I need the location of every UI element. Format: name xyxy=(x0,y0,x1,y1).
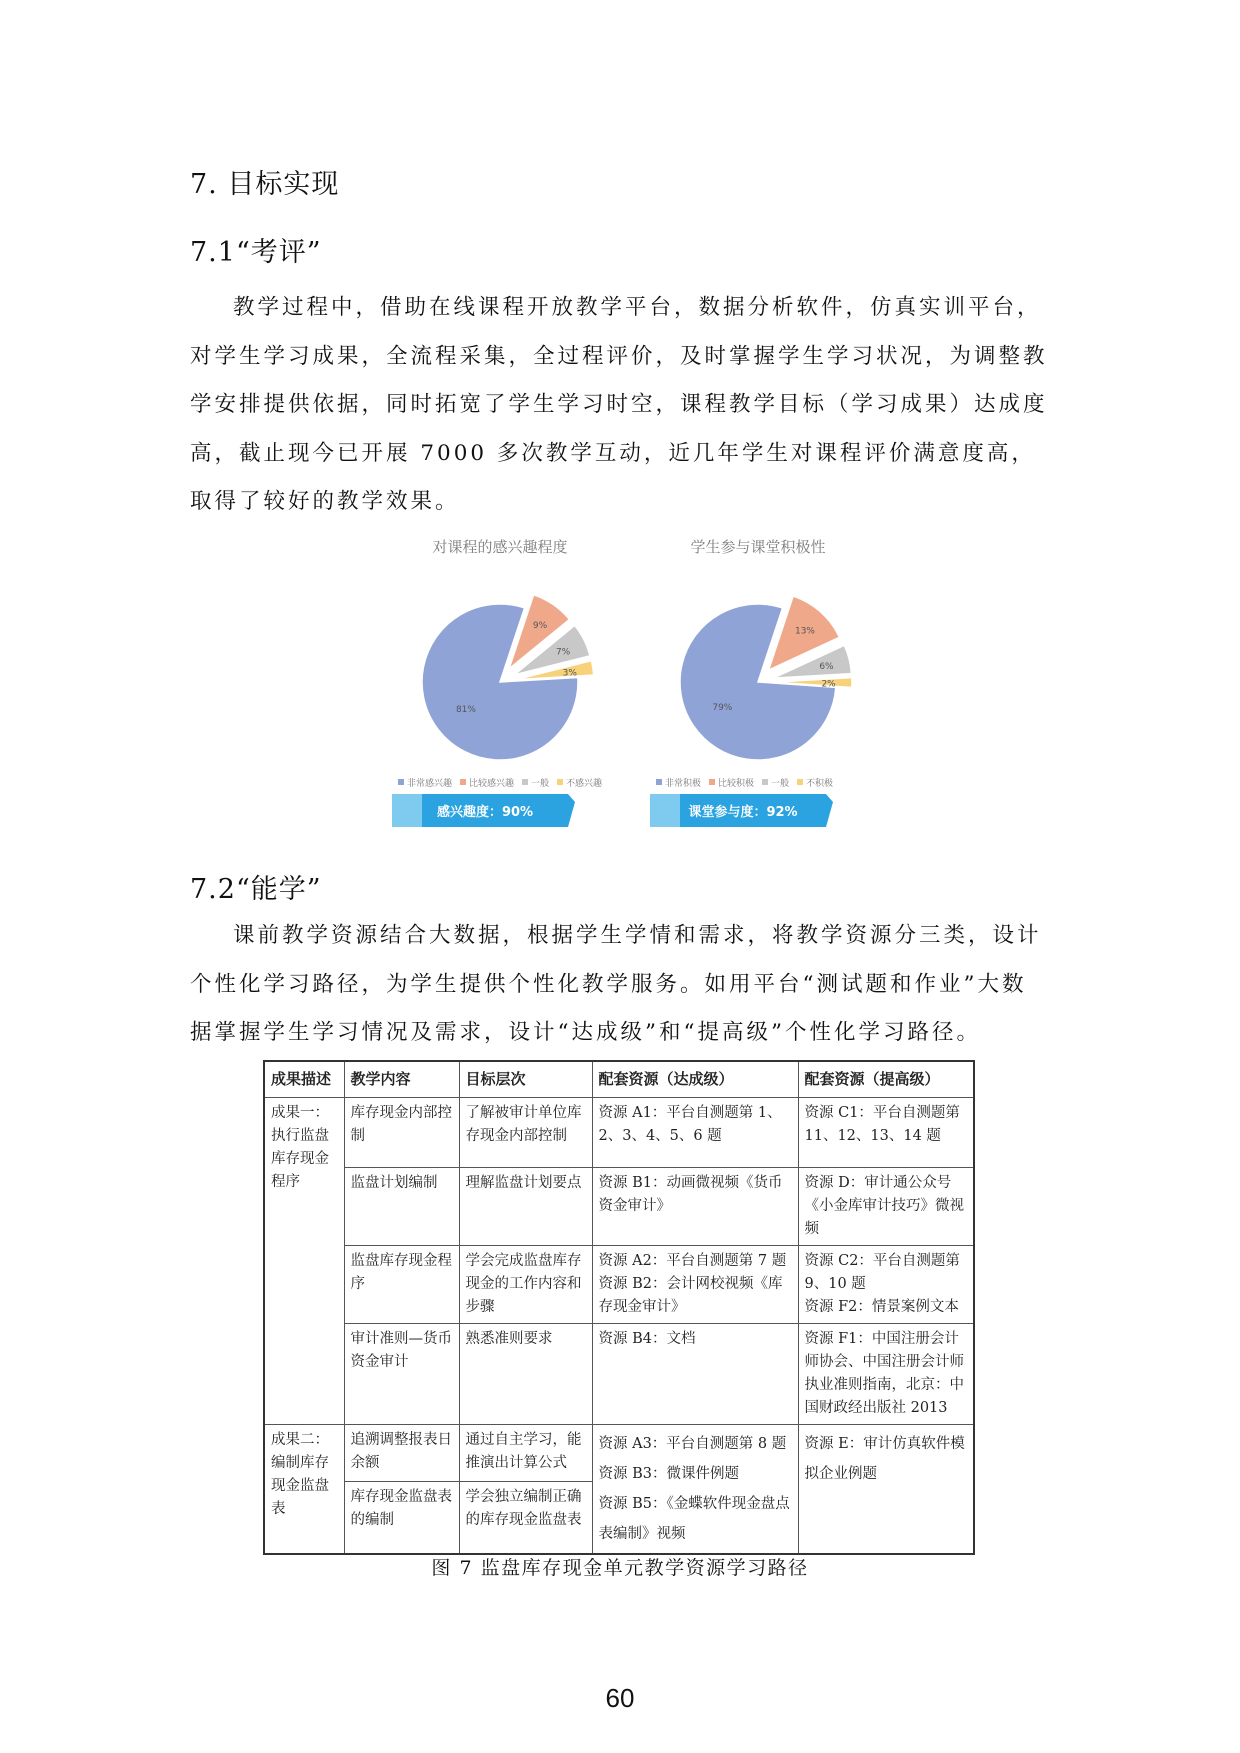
table-cell: 监盘计划编制 xyxy=(344,1168,459,1246)
summary-label: 感兴趣度：90% xyxy=(436,805,534,820)
table-cell: 库存现金内部控制 xyxy=(344,1098,459,1168)
pie-charts-svg xyxy=(390,532,870,832)
legend-swatch xyxy=(656,779,662,785)
resource-table xyxy=(263,1060,973,1542)
table-cell: 了解被审计单位库存现金内部控制 xyxy=(459,1098,592,1168)
table-cell: 追溯调整报表日余额 xyxy=(344,1425,459,1482)
table-cell: 监盘库存现金程序 xyxy=(344,1246,459,1324)
chart-title: 对课程的感兴趣程度 xyxy=(432,538,568,556)
table-cell: 熟悉准则要求 xyxy=(459,1324,592,1425)
table-row xyxy=(264,1168,974,1246)
pie-charts-figure xyxy=(390,532,870,832)
slice-label: 81% xyxy=(455,705,476,716)
slice-label: 9% xyxy=(532,620,548,631)
table-cell: 资源 B1：动画微视频《货币资金审计》 xyxy=(592,1168,798,1246)
legend-swatch xyxy=(460,779,466,785)
table-cell: 资源 F1：中国注册会计师协会、中国注册会计师执业准则指南，北京：中国财政经出版社 2013 xyxy=(798,1324,974,1425)
legend-label: 非常积极 xyxy=(665,779,702,789)
table-cell: 资源 B4：文档 xyxy=(592,1324,798,1425)
table-cell: 审计准则—货币资金审计 xyxy=(344,1324,459,1425)
legend-swatch xyxy=(522,779,528,785)
table-cell xyxy=(798,1246,974,1324)
subsection-heading-assessment: 7.1“考评” xyxy=(190,237,322,268)
table-row xyxy=(264,1098,974,1168)
legend-label: 一般 xyxy=(771,779,790,789)
table-cell: 学会完成监盘库存现金的工作内容和步骤 xyxy=(459,1246,592,1324)
table-cell: 理解监盘计划要点 xyxy=(459,1168,592,1246)
legend-swatch xyxy=(557,779,563,785)
resource-line: 资源 A2：平台自测题第 7 题 xyxy=(598,1253,787,1269)
legend-label: 比较感兴趣 xyxy=(469,779,515,789)
paragraph-learning xyxy=(190,912,1050,1058)
table-cell-outcome: 成果一：执行监盘库存现金程序 xyxy=(264,1098,344,1425)
legend-swatch xyxy=(709,779,715,785)
table-cell: 资源 C1：平台自测题第 11、12、13、14 题 xyxy=(798,1098,974,1168)
table-header: 配套资源（提高级） xyxy=(798,1061,974,1098)
table-row xyxy=(264,1425,974,1482)
legend-swatch xyxy=(797,779,803,785)
subsection-heading-learning: 7.2“能学” xyxy=(190,874,322,905)
resource-line: 资源 B3：微课件例题 xyxy=(598,1466,739,1482)
table-cell: 学会独立编制正确的库存现金监盘表 xyxy=(459,1481,592,1554)
table-row xyxy=(264,1324,974,1425)
paragraph-assessment xyxy=(190,284,1050,527)
table-cell xyxy=(592,1425,798,1555)
summary-banner-edge xyxy=(650,794,680,827)
table-header-row xyxy=(264,1061,974,1098)
paragraph-text: 课前教学资源结合大数据，根据学生学情和需求，将教学资源分三类，设计个性化学习路径，为学生提供个性化教学服务。如用平台“测试题和作业”大数据掌握学生学习情况及需求，设计“达成级”和“提高级”个性化学习路径。 xyxy=(190,923,1042,1045)
chart-title: 学生参与课堂积极性 xyxy=(690,538,826,556)
summary-label: 课堂参与度：92% xyxy=(688,805,798,820)
legend-label: 不感兴趣 xyxy=(566,779,603,789)
slice-label: 3% xyxy=(562,668,577,679)
legend-label: 非常感兴趣 xyxy=(407,779,453,789)
table-cell-outcome: 成果二：编制库存现金监盘表 xyxy=(264,1425,344,1555)
slice-label: 6% xyxy=(819,661,834,672)
page-number: 60 xyxy=(605,1683,635,1713)
legend-swatch xyxy=(762,779,768,785)
table-cell: 通过自主学习，能推演出计算公式 xyxy=(459,1425,592,1482)
table-cell xyxy=(592,1246,798,1324)
table-cell: 资源 D：审计通公众号《小金库审计技巧》微视频 xyxy=(798,1168,974,1246)
legend-swatch xyxy=(398,779,404,785)
legend-label: 不积极 xyxy=(806,779,834,789)
legend-label: 比较积极 xyxy=(718,779,755,789)
slice-label: 79% xyxy=(712,702,733,713)
table-header: 教学内容 xyxy=(344,1061,459,1098)
table-cell: 资源 E：审计仿真软件模拟企业例题 xyxy=(798,1425,974,1555)
table-row xyxy=(264,1246,974,1324)
figure-caption: 图 7 监盘库存现金单元教学资源学习路径 xyxy=(431,1557,809,1579)
table-cell: 库存现金监盘表的编制 xyxy=(344,1481,459,1554)
slice-label: 7% xyxy=(555,647,571,658)
table-header: 配套资源（达成级） xyxy=(592,1061,798,1098)
resource-line: 资源 A3：平台自测题第 8 题 xyxy=(598,1436,787,1452)
resource-line: 资源 F2：情景案例文本 xyxy=(804,1299,959,1315)
legend-label: 一般 xyxy=(531,779,550,789)
slice-label: 13% xyxy=(794,626,816,637)
table-cell: 资源 A1：平台自测题第 1、2、3、4、5、6 题 xyxy=(592,1098,798,1168)
slice-label: 2% xyxy=(821,679,836,690)
table-header: 目标层次 xyxy=(459,1061,592,1098)
paragraph-text: 教学过程中，借助在线课程开放教学平台，数据分析软件，仿真实训平台，对学生学习成果，全流程采集，全过程评价，及时掌握学生学习状况，为调整教学安排提供依据，同时拓宽了学生学习时空，课程教学目标（学习成果）达成度高，截止现今已开展 7000 多次教学互动，近几年学生对课程评价满意度高，取得了较好的教学效果。 xyxy=(190,295,1048,514)
resource-line: 资源 B2：会计网校视频《库存现金审计》 xyxy=(598,1276,783,1315)
summary-banner-edge xyxy=(392,794,422,827)
resource-line: 资源 C2：平台自测题第 9、10 题 xyxy=(804,1253,960,1292)
table-header: 成果描述 xyxy=(264,1061,344,1098)
section-heading: 7. 目标实现 xyxy=(190,169,340,200)
resource-line: 资源 B5：《金蝶软件现金盘点表编制》视频 xyxy=(598,1496,790,1542)
